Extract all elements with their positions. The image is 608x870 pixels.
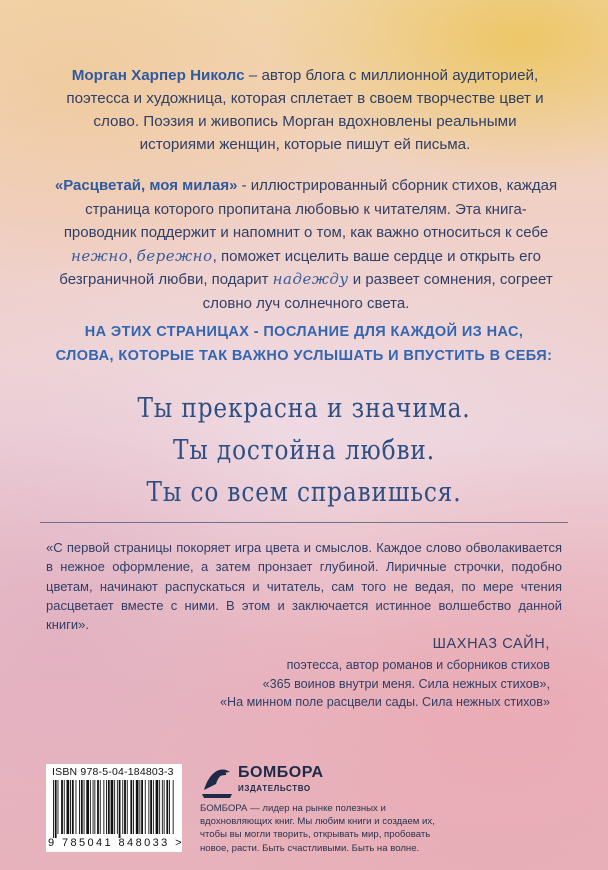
barcode-bar: [173, 780, 174, 834]
barcode-bar: [61, 780, 63, 834]
barcode-bar: [117, 780, 118, 834]
barcode-bar: [148, 780, 149, 834]
barcode-bar: [58, 780, 59, 834]
reviewer-name: ШАХНАЗ САЙН,: [432, 636, 550, 652]
barcode-bar: [166, 780, 168, 834]
barcode-bar: [111, 780, 114, 834]
barcode-bar: [53, 780, 54, 838]
reviewer-book-1: «365 воинов внутри меня. Сила нежных стихов»,: [262, 676, 550, 691]
barcode-bar: [79, 780, 80, 834]
barcode-bar: [169, 780, 170, 834]
publisher-logo: [200, 760, 350, 800]
barcode-bar: [133, 780, 134, 834]
barcode-bar: [86, 780, 89, 834]
message-heading-line-1: НА ЭТИХ СТРАНИЦАХ - ПОСЛАНИЕ ДЛЯ КАЖДОЙ ИЗ НАС,: [84, 324, 524, 340]
barcode-bar: [76, 780, 77, 834]
barcode-bar: [106, 780, 107, 834]
author-bio-text: – автор блога с миллионной аудиторией, поэтесса и художница, которая сплетает в своем творчестве цвет и слово. Поэзия и живопись Морган вдохновлены реальными историями женщин, которые пишут ей письма.: [66, 67, 544, 153]
book-description: [52, 174, 560, 315]
barcode-bar: [139, 780, 140, 834]
barcode-bar: [108, 780, 110, 834]
divider: [40, 522, 568, 523]
isbn-barcode-block: [46, 764, 182, 852]
reviewer-book-2: «На минном поле расцвели сады. Сила нежных стихов»: [220, 695, 550, 709]
barcode-bar: [103, 780, 104, 834]
description-text-3: и развеет сомнения, согреет словно луч солнечного света.: [202, 271, 553, 312]
barcode-bar: [153, 780, 154, 834]
barcode-bar: [72, 780, 74, 834]
barcode-bar: [141, 780, 143, 834]
wave-surfer-icon: [200, 760, 234, 800]
barcode-bar: [159, 780, 160, 834]
barcode-bar: [100, 780, 101, 834]
barcode-bar: [55, 780, 57, 838]
book-title: «Расцветай, моя милая»: [54, 177, 238, 194]
barcode-bar: [70, 780, 71, 834]
barcode: [51, 780, 177, 838]
message-heading: [40, 320, 568, 368]
description-text-1: - иллюстрированный сборник стихов, каждая страница которого пропитана любовью к читателям. Эта книга-проводник поддержит и напомнит о том, как важно относиться к себе: [63, 177, 558, 241]
review-attribution: [150, 632, 550, 712]
publisher-logo-sub: ИЗДАТЕЛЬСТВО: [238, 784, 311, 793]
barcode-bar: [122, 780, 123, 834]
barcode-bar: [119, 780, 121, 838]
publisher-logo-name: БОМБОРА: [238, 764, 324, 781]
handwritten-word-hope: надежду: [272, 270, 349, 288]
handwritten-word-carefully: бережно: [136, 246, 213, 265]
description-comma: ,: [128, 247, 137, 265]
barcode-bar: [162, 780, 163, 834]
handwritten-word-gently: нежно: [71, 246, 129, 265]
barcode-bar: [90, 780, 91, 834]
barcode-bar: [97, 780, 99, 834]
isbn-label: ISBN 978-5-04-184803-3: [52, 766, 174, 778]
barcode-bar: [150, 780, 152, 834]
barcode-bar: [127, 780, 128, 834]
author-bio: [60, 64, 550, 156]
barcode-bar: [81, 780, 83, 834]
affirmation-3: Ты со всем справишься.: [146, 477, 462, 508]
barcode-bar: [67, 780, 70, 834]
description-text-2: , поможет исцелить ваше сердце и открыть его безграничной любви, подарит: [59, 247, 541, 288]
publisher-blurb: БОМБОРА — лидер на рынке полезных и вдохновляющих книг. Мы любим книги и создаем их, чтобы вы могли творить, открывать мир, пробовать новое, расти. Быть счастливыми. Быть на волне.: [200, 803, 435, 854]
affirmations: [94, 388, 514, 514]
reviewer-title: поэтесса, автор романов и сборников стихов: [286, 658, 550, 672]
barcode-bar: [64, 780, 65, 834]
barcode-bar: [114, 780, 115, 834]
message-heading-line-2: СЛОВА, КОТОРЫЕ ТАК ВАЖНО УСЛЫШАТЬ И ВПУСТИТЬ В СЕБЯ:: [55, 348, 553, 364]
barcode-bar: [93, 780, 94, 834]
barcode-digits: 9 785041 848033 >: [48, 837, 184, 849]
barcode-bar: [164, 780, 165, 834]
barcode-bar: [145, 780, 146, 834]
affirmation-2: Ты достойна любви.: [172, 435, 435, 466]
barcode-bar: [136, 780, 139, 834]
author-name: Морган Харпер Николс: [71, 67, 245, 84]
barcode-bar: [124, 780, 126, 834]
review-quote: «С первой страницы покоряет игра цвета и смыслов. Каждое слово обволакивается в нежное оформление, а затем пронзает глубиной. Лиричные строчки, подобно цветам, начинают распускаться и читатель, сам того не ведая, по мере чтения расцветает вместе с ними. В этом и заключается истинное волшебство данной книги».: [46, 540, 562, 633]
affirmation-1: Ты прекрасна и значима.: [137, 393, 471, 424]
barcode-bar: [94, 780, 95, 834]
barcode-bar: [156, 780, 159, 834]
barcode-bar: [84, 780, 85, 834]
barcode-bar: [130, 780, 132, 834]
